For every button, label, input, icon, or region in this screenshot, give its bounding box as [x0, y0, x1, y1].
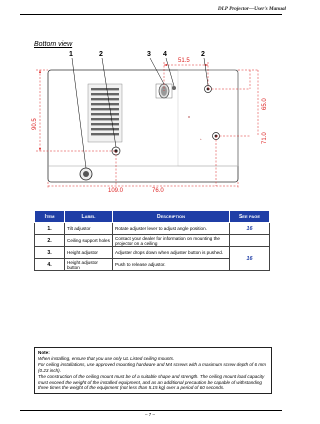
row-item: 1. — [35, 223, 65, 235]
callout-2: 2 — [99, 51, 103, 58]
dimension-bottom-right: 76.0 — [152, 188, 164, 192]
note-box — [34, 347, 272, 394]
note-line: When installing, ensure that you use only UL Listed ceiling mounts. — [38, 355, 175, 361]
dimension-bottom-left: 109.0 — [108, 188, 124, 192]
row-label: Height adjustor button — [65, 259, 113, 271]
column-header-label: Label — [65, 211, 113, 223]
callout-2b: 2 — [201, 51, 205, 58]
column-header-item: Item — [35, 211, 65, 223]
running-header: DLP Projector—User's Manual — [217, 6, 286, 12]
callout-4: 4 — [163, 51, 167, 58]
row-item: 4. — [35, 259, 65, 271]
row-description: Push to release adjustor. — [113, 259, 230, 271]
callout-3: 3 — [147, 51, 151, 58]
row-description: Contact your dealer for information on mounting the projector on a ceiling — [113, 235, 230, 247]
page-number: – 7 – — [144, 412, 155, 417]
note-line: For ceiling installations, use approved mounting hardware and M4 screws with a maximum screw depth of 6 mm (0.23 inch). — [38, 361, 267, 373]
parts-table — [34, 210, 270, 271]
dimension-top: 51.5 — [178, 58, 190, 64]
row-item: 2. — [35, 235, 65, 247]
note-title: Note: — [38, 350, 50, 355]
decal-mark-2: + — [200, 137, 202, 141]
row-page-link[interactable]: 16 — [230, 247, 270, 271]
vent-grid — [88, 84, 122, 142]
row-description: Rotate adjuster lever to adjust angle position. — [113, 223, 230, 235]
row-label: Height adjustor — [65, 247, 113, 259]
dimension-left: 90.5 — [32, 118, 38, 130]
decal-mark: R — [188, 115, 191, 119]
table-header-row — [35, 211, 270, 223]
note-line: The construction of the ceiling mount must be of a suitable shape and strength. The ceiling mount load capacity must exceed the weight of the installed equipment, and as an additional precaution be capable of withstanding three times the weight of the equipment (not less than 5.15 kg) over a period of 60 seconds. — [38, 373, 265, 391]
row-label: Ceiling support holes — [65, 235, 113, 247]
table-row — [35, 247, 270, 259]
row-page — [230, 235, 270, 247]
callout-1: 1 — [69, 51, 73, 58]
dimension-right-upper: 65.0 — [262, 98, 268, 110]
header-divider — [20, 14, 282, 15]
table-row — [35, 235, 270, 247]
footer-divider — [20, 410, 282, 411]
row-description: Adjuster drops down when adjuster button is pushed. — [113, 247, 230, 259]
projector-bottom-diagram — [28, 48, 272, 192]
height-adjustor-button — [172, 86, 176, 90]
column-header-see-page: See page — [230, 211, 270, 223]
section-title: Bottom view — [34, 41, 73, 48]
row-item: 3. — [35, 247, 65, 259]
row-page-link[interactable]: 16 — [230, 223, 270, 235]
row-label: Tilt adjustor — [65, 223, 113, 235]
column-header-description: Description — [113, 211, 230, 223]
table-row — [35, 223, 270, 235]
dimension-right-lower: 71.0 — [262, 132, 268, 144]
